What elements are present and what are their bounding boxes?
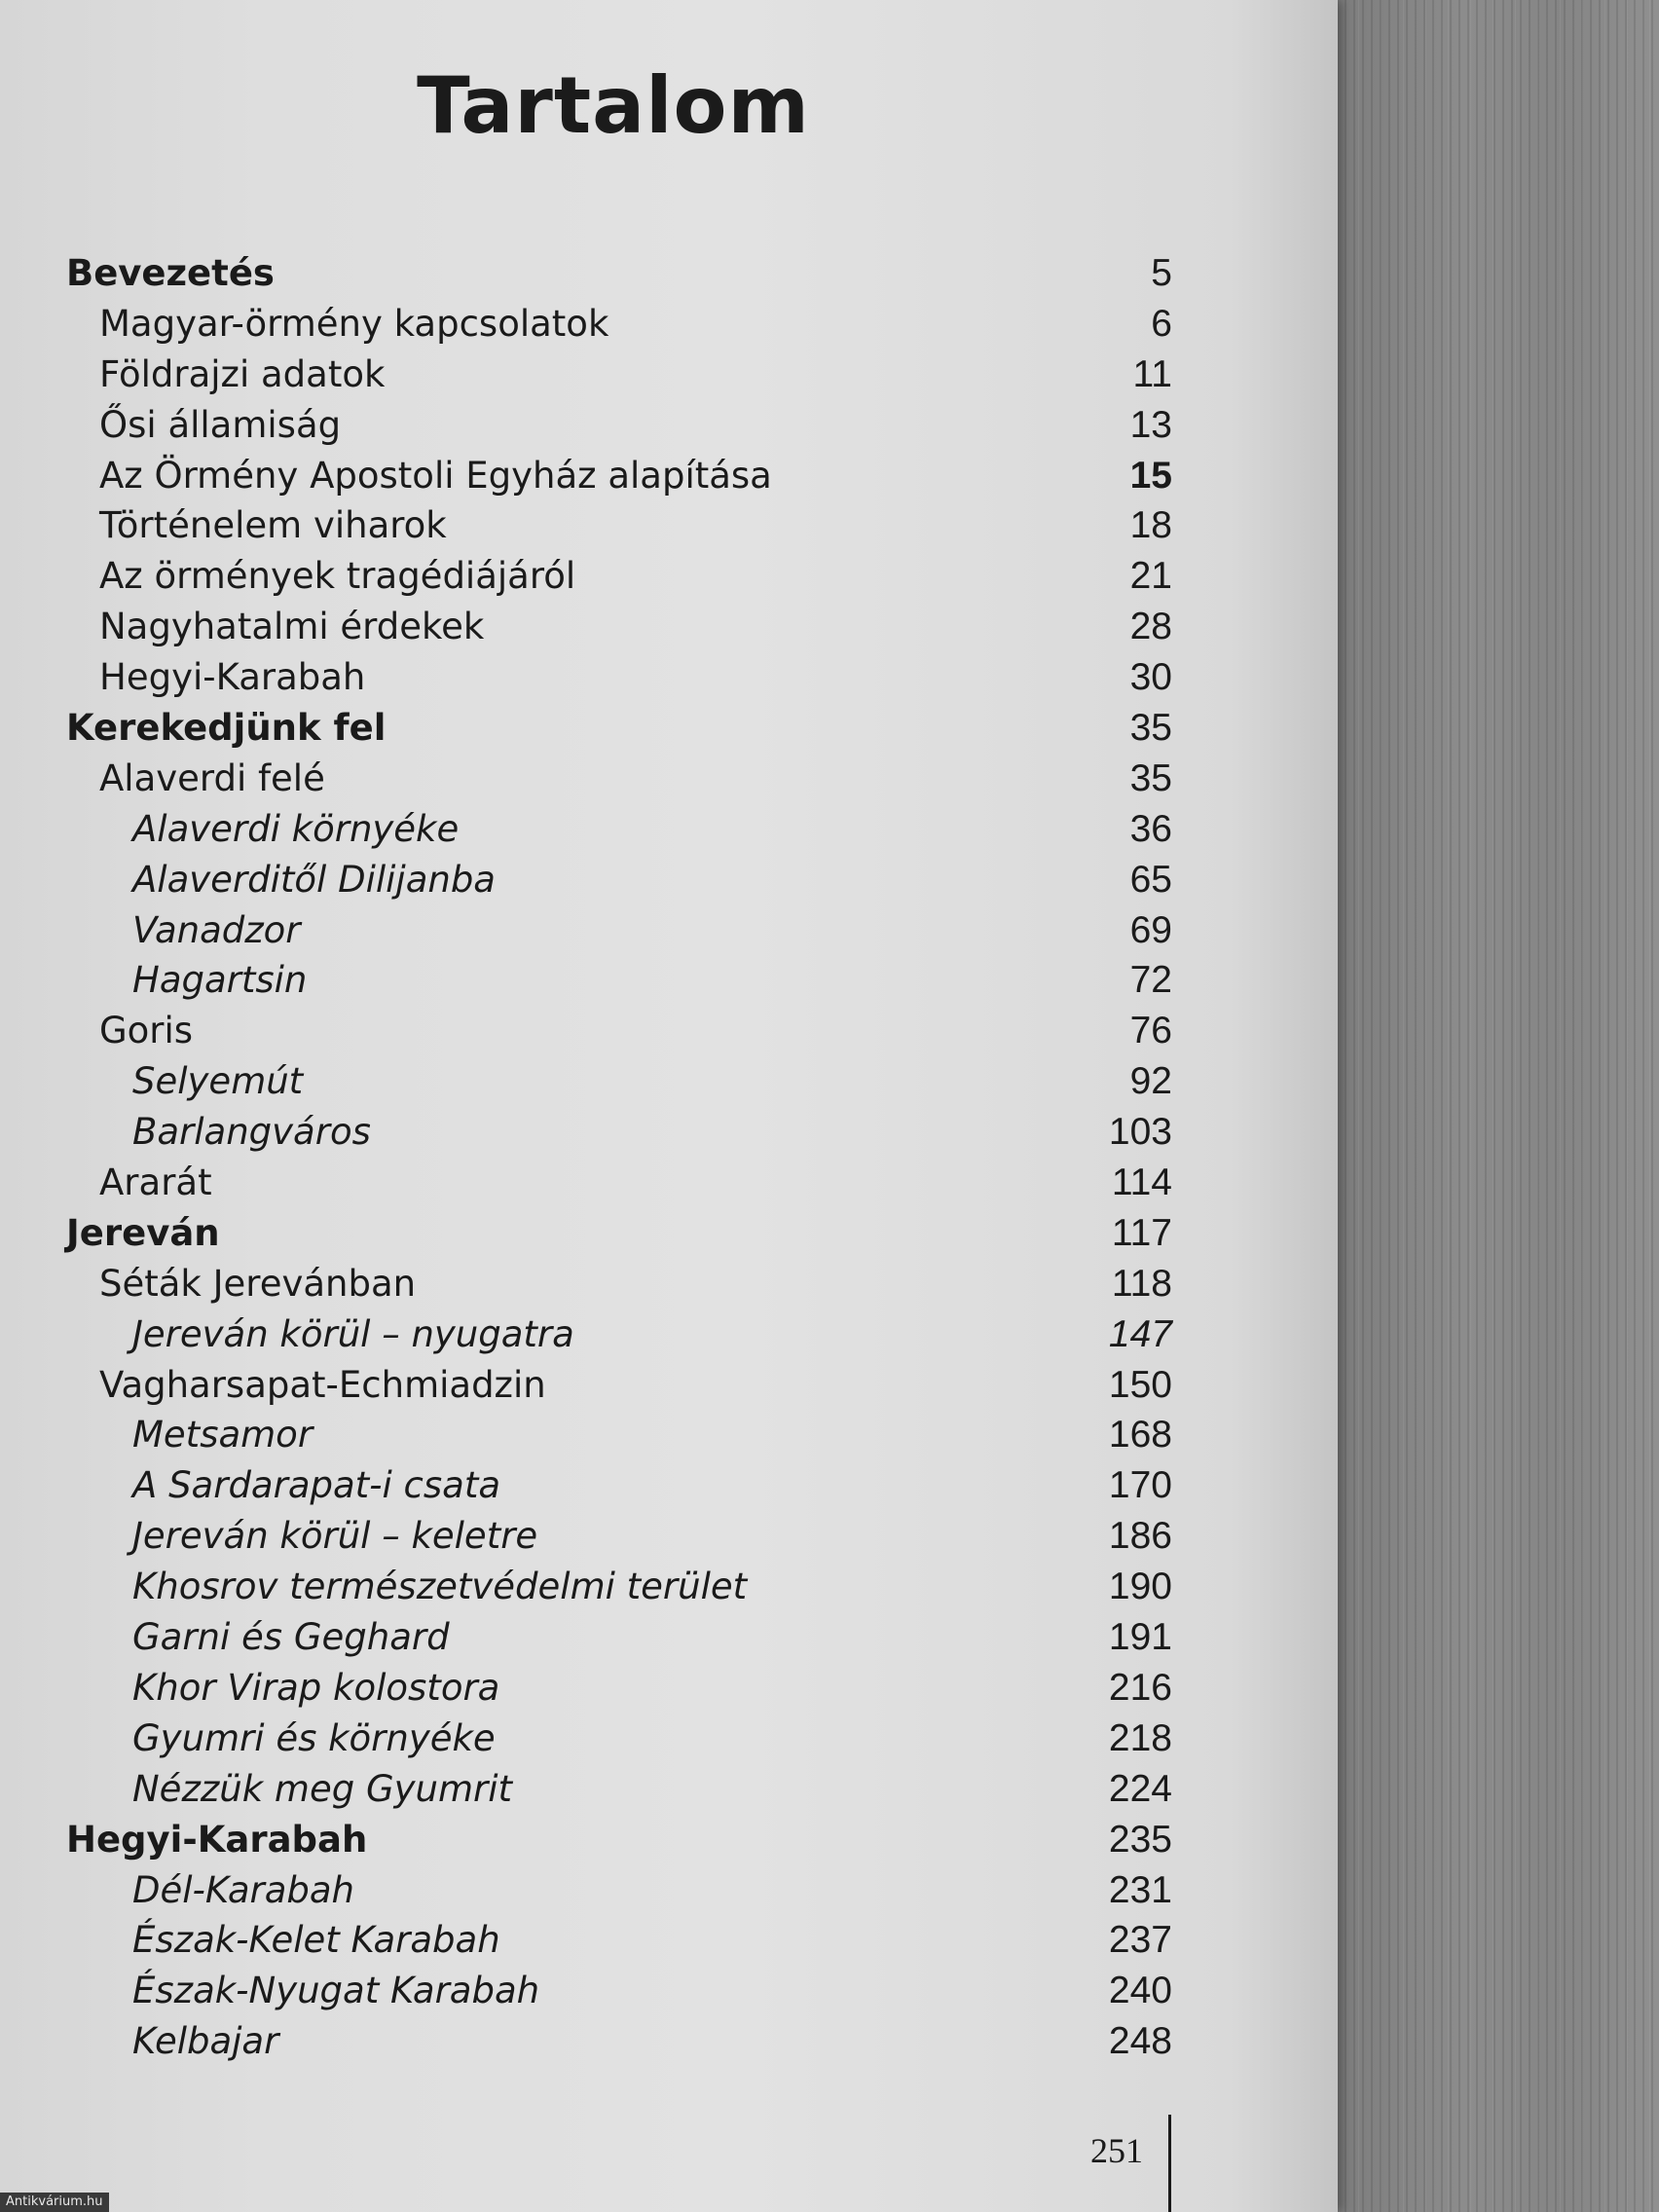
toc-entry-label: Alaverdi környéke bbox=[132, 807, 460, 850]
wood-background bbox=[1336, 0, 1659, 2212]
toc-entry-label: Ősi államiság bbox=[99, 403, 342, 446]
toc-entry-label: Khosrov természetvédelmi terület bbox=[132, 1566, 748, 1608]
toc-entry-page-number: 6 bbox=[1151, 302, 1172, 345]
toc-entry bbox=[39, 551, 1172, 602]
toc-entry-page-number: 190 bbox=[1108, 1566, 1172, 1608]
toc-entry-page-number: 186 bbox=[1108, 1515, 1172, 1558]
footer-divider bbox=[1168, 2115, 1171, 2212]
toc-entry-label: Séták Jerevánban bbox=[99, 1262, 417, 1305]
toc-entry-page-number: 15 bbox=[1129, 454, 1172, 497]
toc-entry bbox=[39, 1562, 1172, 1612]
toc-entry-page-number: 216 bbox=[1108, 1666, 1172, 1709]
toc-entry-page-number: 72 bbox=[1129, 959, 1172, 1002]
toc-entry bbox=[39, 1460, 1172, 1511]
toc-entry-page-number: 191 bbox=[1108, 1616, 1172, 1659]
toc-entry bbox=[39, 1208, 1172, 1259]
toc-entry-label: Garni és Geghard bbox=[132, 1616, 450, 1659]
toc-entry-label: Hegyi-Karabah bbox=[99, 656, 366, 699]
toc-entry-label: Ararát bbox=[99, 1161, 212, 1204]
toc-entry-label: Hegyi-Karabah bbox=[66, 1818, 368, 1861]
toc-entry bbox=[39, 1966, 1172, 2016]
toc-entry-label: Metsamor bbox=[132, 1414, 313, 1456]
toc-entry-label: Földrajzi adatok bbox=[99, 352, 386, 395]
toc-entry bbox=[39, 248, 1172, 299]
toc-entry-label: Észak-Nyugat Karabah bbox=[132, 1970, 540, 2012]
toc-entry bbox=[39, 1663, 1172, 1714]
toc-entry-label: Történelem viharok bbox=[99, 504, 447, 547]
toc-entry-page-number: 118 bbox=[1111, 1262, 1172, 1305]
toc-entry-label: Gyumri és környéke bbox=[132, 1716, 496, 1759]
toc-entry bbox=[39, 652, 1172, 703]
toc-entry-label: Alaverdi felé bbox=[99, 756, 325, 799]
toc-entry-page-number: 103 bbox=[1108, 1111, 1172, 1154]
toc-entry-page-number: 117 bbox=[1111, 1211, 1172, 1254]
toc-entry-label: A Sardarapat-i csata bbox=[132, 1464, 501, 1507]
toc-entry-page-number: 248 bbox=[1108, 2020, 1172, 2063]
toc-entry-label: Selyemút bbox=[132, 1060, 304, 1103]
toc-entry-page-number: 21 bbox=[1129, 555, 1172, 598]
toc-entry bbox=[39, 754, 1172, 804]
toc-entry-page-number: 114 bbox=[1111, 1161, 1172, 1204]
toc-entry bbox=[39, 1865, 1172, 1916]
toc-entry-page-number: 35 bbox=[1129, 756, 1172, 799]
toc-entry bbox=[39, 500, 1172, 551]
toc-entry bbox=[39, 1915, 1172, 1966]
toc-entry bbox=[39, 703, 1172, 754]
toc-entry bbox=[39, 1006, 1172, 1056]
toc-entry-page-number: 170 bbox=[1108, 1464, 1172, 1507]
toc-entry bbox=[39, 451, 1172, 501]
toc-entry bbox=[39, 1360, 1172, 1411]
toc-entry-page-number: 76 bbox=[1129, 1010, 1172, 1052]
toc-entry bbox=[39, 855, 1172, 905]
toc-entry bbox=[39, 1612, 1172, 1663]
toc-entry-page-number: 28 bbox=[1129, 606, 1172, 648]
toc-entry bbox=[39, 602, 1172, 652]
toc-entry-label: Magyar-örmény kapcsolatok bbox=[99, 302, 609, 345]
toc-entry-label: Goris bbox=[99, 1010, 194, 1052]
toc-entry-page-number: 35 bbox=[1129, 707, 1172, 750]
toc-entry-label: Bevezetés bbox=[66, 252, 275, 294]
toc-entry-page-number: 30 bbox=[1129, 656, 1172, 699]
toc-entry-page-number: 150 bbox=[1108, 1363, 1172, 1406]
toc-entry-label: Vanadzor bbox=[132, 908, 301, 951]
toc-entry bbox=[39, 1259, 1172, 1309]
toc-entry-page-number: 5 bbox=[1151, 252, 1172, 294]
toc-entry-label: Jereván körül – nyugatra bbox=[132, 1312, 574, 1355]
toc-entry-page-number: 11 bbox=[1132, 352, 1172, 395]
toc-entry bbox=[39, 299, 1172, 350]
toc-entry-label: Jereván bbox=[66, 1211, 220, 1254]
toc-entry-page-number: 168 bbox=[1108, 1414, 1172, 1456]
toc-entry-page-number: 235 bbox=[1108, 1818, 1172, 1861]
toc-entry bbox=[39, 1410, 1172, 1460]
table-of-contents bbox=[39, 248, 1172, 2067]
watermark: Antikvárium.hu bbox=[0, 2193, 109, 2212]
toc-entry-page-number: 231 bbox=[1108, 1868, 1172, 1911]
toc-entry-label: Kelbajar bbox=[132, 2020, 279, 2063]
toc-entry-page-number: 36 bbox=[1129, 807, 1172, 850]
page-number: 251 bbox=[1090, 2131, 1143, 2170]
toc-entry bbox=[39, 804, 1172, 855]
toc-entry-label: Vagharsapat-Echmiadzin bbox=[99, 1363, 546, 1406]
page-title: Tartalom bbox=[417, 60, 810, 151]
toc-entry-label: Barlangváros bbox=[132, 1111, 371, 1154]
toc-entry-label: Az örmények tragédiájáról bbox=[99, 555, 576, 598]
toc-entry bbox=[39, 1815, 1172, 1865]
toc-entry-label: Kerekedjünk fel bbox=[66, 707, 387, 750]
toc-entry bbox=[39, 2016, 1172, 2067]
toc-entry-label: Észak-Kelet Karabah bbox=[132, 1919, 500, 1962]
toc-entry-page-number: 13 bbox=[1129, 403, 1172, 446]
toc-entry-page-number: 237 bbox=[1108, 1919, 1172, 1962]
toc-entry bbox=[39, 400, 1172, 451]
toc-entry-label: Alaverditől Dilijanba bbox=[132, 858, 496, 901]
toc-entry-label: Dél-Karabah bbox=[132, 1868, 354, 1911]
toc-entry-page-number: 92 bbox=[1129, 1060, 1172, 1103]
toc-entry bbox=[39, 955, 1172, 1006]
toc-entry bbox=[39, 1056, 1172, 1107]
toc-entry bbox=[39, 1511, 1172, 1562]
toc-entry-page-number: 18 bbox=[1129, 504, 1172, 547]
toc-entry-page-number: 224 bbox=[1108, 1767, 1172, 1810]
toc-entry-label: Hagartsin bbox=[132, 959, 308, 1002]
toc-entry-label: Nagyhatalmi érdekek bbox=[99, 606, 485, 648]
toc-entry bbox=[39, 1714, 1172, 1764]
toc-entry-page-number: 147 bbox=[1108, 1312, 1172, 1355]
toc-entry bbox=[39, 905, 1172, 956]
toc-entry-label: Az Örmény Apostoli Egyház alapítása bbox=[99, 454, 772, 497]
toc-entry-page-number: 65 bbox=[1129, 858, 1172, 901]
toc-entry-page-number: 218 bbox=[1108, 1716, 1172, 1759]
toc-entry-label: Nézzük meg Gyumrit bbox=[132, 1767, 513, 1810]
toc-entry-label: Khor Virap kolostora bbox=[132, 1666, 500, 1709]
toc-entry-label: Jereván körül – keletre bbox=[132, 1515, 538, 1558]
toc-entry-page-number: 69 bbox=[1129, 908, 1172, 951]
toc-entry bbox=[39, 1764, 1172, 1815]
toc-entry bbox=[39, 350, 1172, 400]
toc-entry bbox=[39, 1309, 1172, 1360]
toc-entry bbox=[39, 1107, 1172, 1158]
toc-entry-page-number: 240 bbox=[1108, 1970, 1172, 2012]
toc-entry bbox=[39, 1158, 1172, 1208]
